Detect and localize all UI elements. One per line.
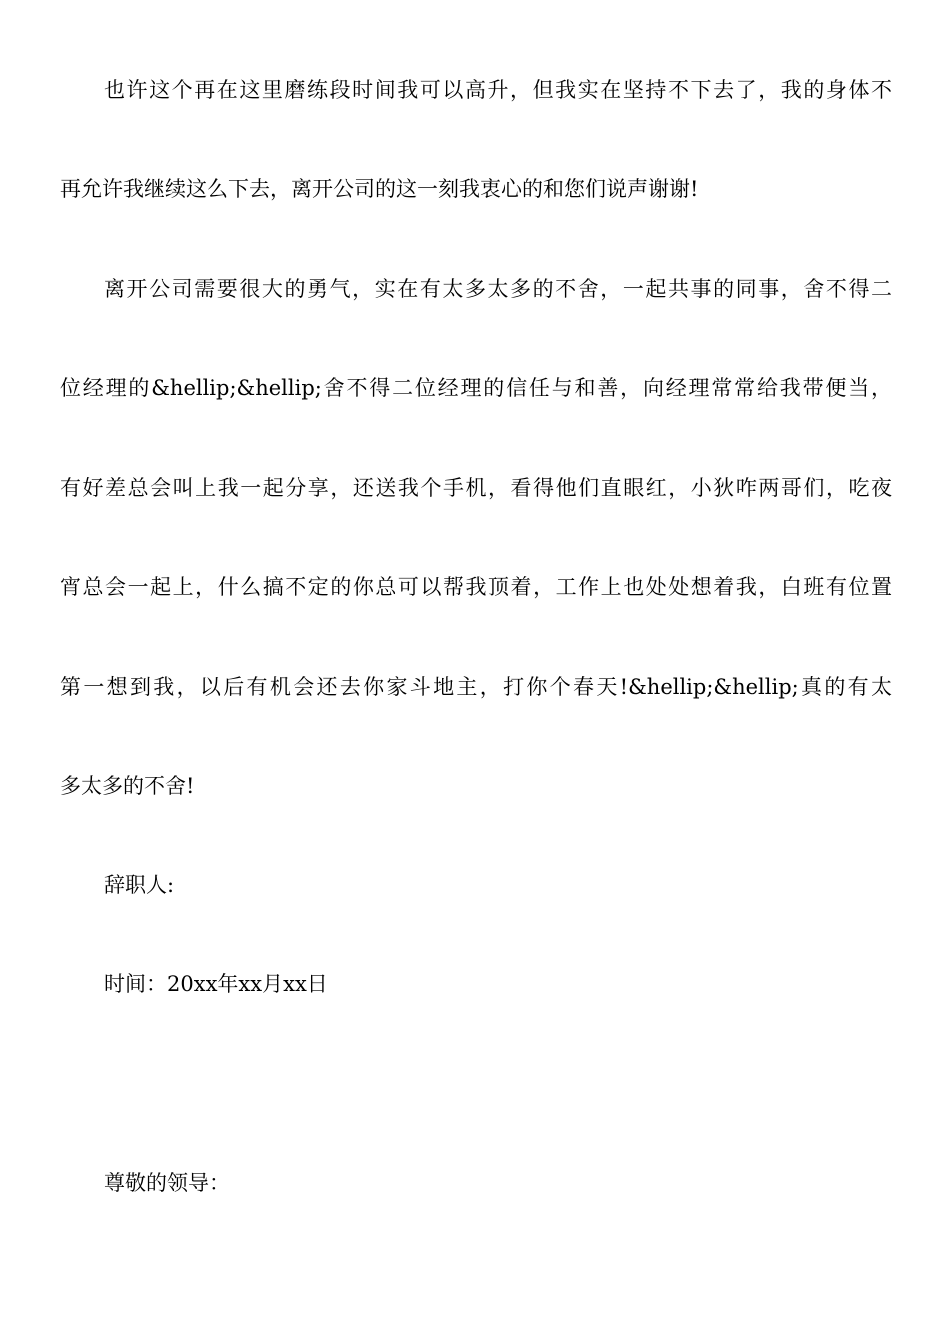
paragraph-2-line-6: 多太多的不舍! <box>60 774 195 798</box>
salutation: 尊敬的领导： <box>104 1171 230 1195</box>
date-line: 时间：20xx年xx月xx日 <box>104 972 328 996</box>
resigner-label: 辞职人: <box>104 873 175 897</box>
paragraph-2-line-1: 离开公司需要很大的勇气，实在有太多太多的不舍，一起共事的同事，舍不得二 <box>104 277 892 301</box>
paragraph-2-line-2: 位经理的&hellip;&hellip;舍不得二位经理的信任与和善，向经理常常给我带便当， <box>60 376 892 400</box>
paragraph-2-line-4: 宵总会一起上，什么搞不定的你总可以帮我顶着，工作上也处处想着我，白班有位置 <box>60 575 892 599</box>
paragraph-1-line-2: 再允许我继续这么下去，离开公司的这一刻我衷心的和您们说声谢谢! <box>60 177 699 201</box>
paragraph-2-line-3: 有好差总会叫上我一起分享，还送我个手机，看得他们直眼红，小狄咋两哥们，吃夜 <box>60 476 892 500</box>
paragraph-1-line-1: 也许这个再在这里磨练段时间我可以高升，但我实在坚持不下去了，我的身体不 <box>104 78 892 102</box>
paragraph-2-line-5: 第一想到我，以后有机会还去你家斗地主，打你个春天!&hellip;&hellip;真的有太 <box>60 675 892 699</box>
